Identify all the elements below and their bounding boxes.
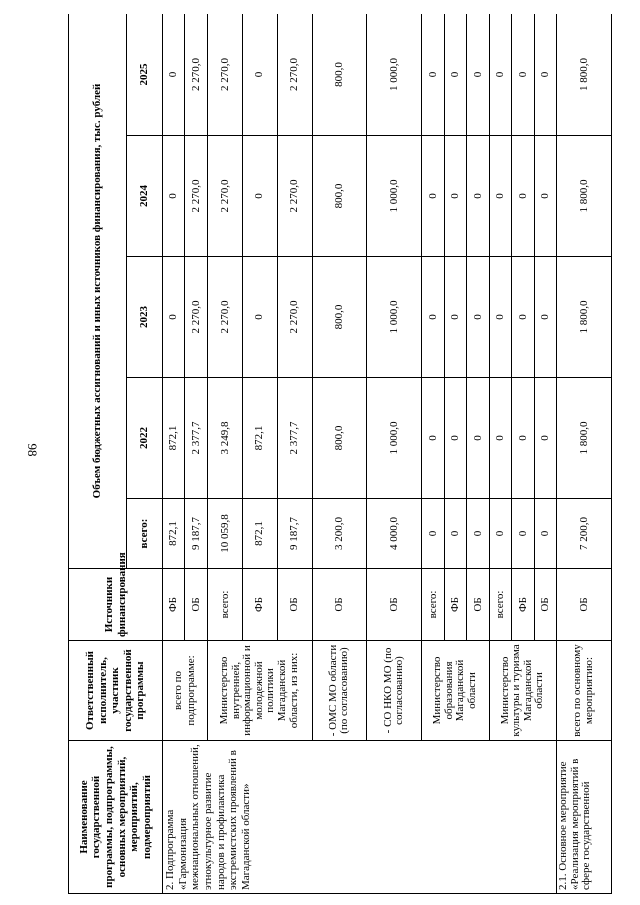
value-2025: 0 xyxy=(163,14,185,136)
value-total: 872,1 xyxy=(242,499,277,569)
value-2025: 0 xyxy=(422,14,444,136)
value-2022: 0 xyxy=(489,378,511,499)
value-2022: 872,1 xyxy=(163,378,185,499)
value-2023: 1 000,0 xyxy=(367,257,422,378)
value-total: 9 187,7 xyxy=(277,499,312,569)
value-2024: 1 000,0 xyxy=(367,136,422,257)
source-cell: ФБ xyxy=(163,569,185,641)
source-cell: всего: xyxy=(422,569,444,641)
header-source: Источники финансирования xyxy=(69,569,163,641)
executor-cell: Министерство культуры и туризма Магаданской области xyxy=(489,641,556,741)
value-2024: 0 xyxy=(534,136,556,257)
value-2022: 800,0 xyxy=(312,378,367,499)
source-cell: ОБ xyxy=(312,569,367,641)
value-2023: 800,0 xyxy=(312,257,367,378)
value-2025: 0 xyxy=(489,14,511,136)
value-total: 7 200,0 xyxy=(557,499,612,569)
value-2022: 1 000,0 xyxy=(367,378,422,499)
source-cell: ОБ xyxy=(534,569,556,641)
executor-cell: всего по подпрограмме: xyxy=(163,641,208,741)
source-cell: ФБ xyxy=(512,569,534,641)
value-2024: 1 800,0 xyxy=(557,136,612,257)
subprogram-name: 2. Подпрограмма «Гармонизация межнациональных отношений, этнокультурное развитие народов и профилактика экстремистских проявлений в Магаданской области» xyxy=(163,741,557,894)
table-wrapper xyxy=(68,14,612,894)
value-2025: 2 270,0 xyxy=(185,14,207,136)
value-2025: 0 xyxy=(242,14,277,136)
header-executor: Ответственный исполнитель, участник государственной программы xyxy=(69,641,163,741)
value-total: 0 xyxy=(422,499,444,569)
value-total: 10 059,8 xyxy=(207,499,242,569)
table-row xyxy=(163,14,185,894)
value-total: 9 187,7 xyxy=(185,499,207,569)
executor-cell: Министерство образования Магаданской области xyxy=(422,641,489,741)
value-2023: 2 270,0 xyxy=(277,257,312,378)
value-2024: 800,0 xyxy=(312,136,367,257)
value-total: 0 xyxy=(534,499,556,569)
source-cell: ОБ xyxy=(185,569,207,641)
value-2022: 0 xyxy=(512,378,534,499)
value-2024: 0 xyxy=(422,136,444,257)
header-year-2023: 2023 xyxy=(127,257,163,378)
value-2025: 1 000,0 xyxy=(367,14,422,136)
header-year-2022: 2022 xyxy=(127,378,163,499)
value-2025: 0 xyxy=(467,14,489,136)
value-2023: 2 270,0 xyxy=(207,257,242,378)
source-cell: всего: xyxy=(207,569,242,641)
value-2023: 0 xyxy=(163,257,185,378)
executor-cell: Министерство внутренней, информационной и молодежной политики Магаданской области, из них: xyxy=(207,641,312,741)
value-2024: 0 xyxy=(163,136,185,257)
value-2024: 0 xyxy=(489,136,511,257)
value-2024: 0 xyxy=(242,136,277,257)
value-2025: 0 xyxy=(444,14,466,136)
value-2025: 0 xyxy=(512,14,534,136)
value-total: 0 xyxy=(512,499,534,569)
main-activity-name: 2.1. Основное мероприятие «Реализация мероприятий в сфере государственной xyxy=(557,741,612,894)
source-cell: ФБ xyxy=(242,569,277,641)
value-2023: 0 xyxy=(512,257,534,378)
value-2024: 0 xyxy=(467,136,489,257)
value-total: 0 xyxy=(489,499,511,569)
value-2022: 1 800,0 xyxy=(557,378,612,499)
financing-table xyxy=(68,14,612,894)
executor-cell: - СО НКО МО (по согласованию) xyxy=(367,641,422,741)
value-2023: 1 800,0 xyxy=(557,257,612,378)
value-2023: 0 xyxy=(242,257,277,378)
value-2022: 0 xyxy=(422,378,444,499)
page-number: 98 xyxy=(25,443,40,457)
value-2022: 3 249,8 xyxy=(207,378,242,499)
value-2024: 2 270,0 xyxy=(207,136,242,257)
header-total: всего: xyxy=(127,499,163,569)
value-2023: 0 xyxy=(444,257,466,378)
value-2025: 800,0 xyxy=(312,14,367,136)
value-2022: 2 377,7 xyxy=(277,378,312,499)
value-2023: 0 xyxy=(489,257,511,378)
value-2024: 0 xyxy=(444,136,466,257)
executor-cell: - ОМС МО области (по согласованию) xyxy=(312,641,367,741)
value-2023: 0 xyxy=(422,257,444,378)
value-2022: 872,1 xyxy=(242,378,277,499)
value-2023: 2 270,0 xyxy=(185,257,207,378)
value-2024: 0 xyxy=(512,136,534,257)
rotated-page xyxy=(68,14,612,894)
source-cell: ОБ xyxy=(367,569,422,641)
value-2024: 2 270,0 xyxy=(185,136,207,257)
source-cell: ФБ xyxy=(444,569,466,641)
header-year-2025: 2025 xyxy=(127,14,163,136)
value-total: 0 xyxy=(444,499,466,569)
value-total: 3 200,0 xyxy=(312,499,367,569)
value-2024: 2 270,0 xyxy=(277,136,312,257)
value-2023: 0 xyxy=(534,257,556,378)
value-2022: 0 xyxy=(444,378,466,499)
value-2022: 2 377,7 xyxy=(185,378,207,499)
value-2022: 0 xyxy=(534,378,556,499)
header-name: Наименование государственной программы, подпрограммы, основных мероприятий, мероприятий, подмероприятий xyxy=(69,741,163,894)
table-row xyxy=(557,14,612,894)
executor-cell: всего по основному мероприятию: xyxy=(557,641,612,741)
value-2022: 0 xyxy=(467,378,489,499)
header-volume: Объем бюджетных ассигнований и иных источников финансирования, тыс. рублей xyxy=(69,14,127,569)
value-2025: 2 270,0 xyxy=(277,14,312,136)
value-2025: 2 270,0 xyxy=(207,14,242,136)
value-2023: 0 xyxy=(467,257,489,378)
source-cell: ОБ xyxy=(467,569,489,641)
value-2025: 1 800,0 xyxy=(557,14,612,136)
source-cell: всего: xyxy=(489,569,511,641)
value-2025: 0 xyxy=(534,14,556,136)
value-total: 872,1 xyxy=(163,499,185,569)
source-cell: ОБ xyxy=(557,569,612,641)
header-year-2024: 2024 xyxy=(127,136,163,257)
value-total: 4 000,0 xyxy=(367,499,422,569)
source-cell: ОБ xyxy=(277,569,312,641)
value-total: 0 xyxy=(467,499,489,569)
